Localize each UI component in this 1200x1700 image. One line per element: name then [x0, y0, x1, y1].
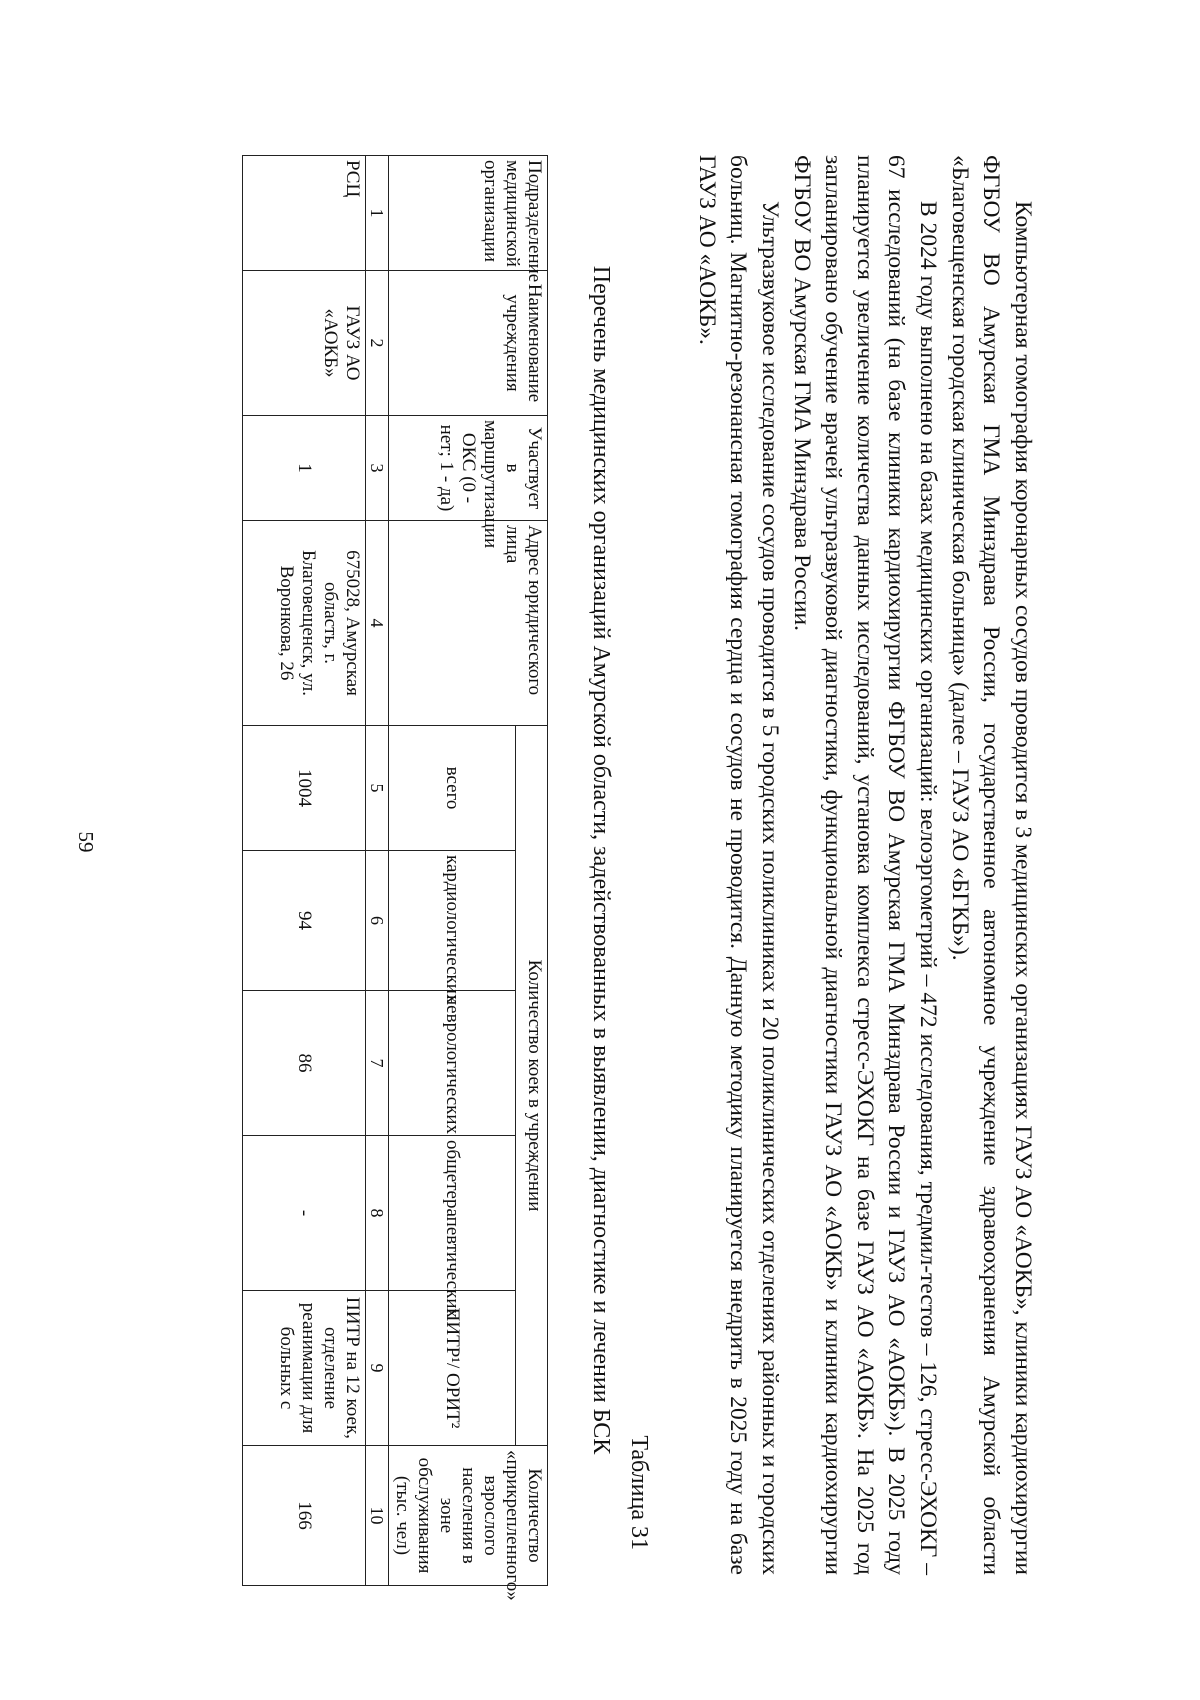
column-number: 4	[366, 521, 389, 726]
column-number: 1	[366, 156, 389, 271]
header-beds: Количество коек в учреждении	[515, 726, 547, 1446]
header-address: Адрес юридического лица	[389, 521, 548, 726]
column-number: 7	[366, 991, 389, 1136]
cell-address: 675028, Амурская область, г. Благовещенск, ул. Воронкова, 26	[243, 521, 366, 726]
cell-population: 166	[243, 1446, 366, 1586]
column-number: 2	[366, 271, 389, 416]
header-row-1	[515, 156, 547, 1586]
header-neuro: неврологических	[389, 991, 516, 1136]
cell-pitr	[243, 1291, 366, 1446]
column-number: 5	[366, 726, 389, 851]
cell-pitr-text: ПИТР на 12 коек, отделение реанимации для больных с	[276, 1297, 363, 1439]
header-cardio: кардиологических	[389, 851, 516, 991]
organizations-table	[242, 155, 548, 1601]
column-number: 10	[366, 1446, 389, 1586]
column-number-row	[366, 156, 389, 1586]
column-number: 8	[366, 1136, 389, 1291]
cell-total: 1004	[243, 726, 366, 851]
column-number: 3	[366, 416, 389, 521]
header-name: Наименование учреждения	[389, 271, 548, 416]
cell-route: 1	[243, 416, 366, 521]
header-pitr: ПИТР¹/ ОРИТ²	[389, 1291, 516, 1446]
paragraph-ultrasound: Ультразвуковое исследование сосудов проводится в 5 городских поликлиниках и 20 поликлинических отделениях районных и городских больниц. Магнитно-резонансная томография сердца и сосудов не проводится. Данную методику планируется внедрить в 2025 году на базе ГАУЗ АО «АОКБ».	[694, 155, 783, 1575]
table-title: Перечень медицинских организаций Амурской области, задействованных в выявлении, диагностике и лечении БСК	[588, 265, 614, 1455]
cell-name: ГАУЗ АО «АОКБ»	[243, 271, 366, 416]
cell-cardio: 94	[243, 851, 366, 991]
column-number: 6	[366, 851, 389, 991]
paragraph-ct-coronary: Компьютерная томография коронарных сосудов проводится в 3 медицинских организациях ГАУЗ АО «АОКБ», клиники кардиохирургии ФГБОУ ВО Амурская ГМА Минздрава России, государственное автономное учреждение здравоохранения Амурской области «Благовещенская городская клиническая больница» (далее – ГАУЗ АО «БГКБ»).	[947, 155, 1036, 1575]
cell-general: -	[243, 1136, 366, 1291]
cell-neuro: 86	[243, 991, 366, 1136]
table-row	[243, 156, 366, 1586]
header-division: Подразделение медицинской организации	[389, 156, 548, 271]
paragraph-2024-studies: В 2024 году выполнено на базах медицинских организаций: велоэргометрий – 472 исследования, тредмил-тестов – 126, стресс-ЭХОКГ – 67 исследований (на базе клиники кардиохирургии ФГБОУ ВО Амурская ГМА Минздрава России и ГАУЗ АО «АОКБ»). В 2025 году планируется увеличение количества данных исследований, установка комплекса стресс-ЭХОКГ на базе ГАУЗ АО «АОКБ». На 2025 год запланировано обучение врачей ультразвуковой диагностики, функциональной диагностики ГАУЗ АО «АОКБ» и клиники кардиохирургии ФГБОУ ВО Амурская ГМА Минздрава России.	[789, 155, 941, 1575]
cell-division: РСЦ	[243, 156, 366, 271]
header-population: Количество «прикрепленного» взрослого населения в зоне обслуживания (тыс. чел)	[389, 1446, 548, 1586]
table-caption: Таблица 31	[626, 1435, 652, 1550]
header-general: общетерапевтических	[389, 1136, 516, 1291]
page-number: 59	[74, 831, 98, 853]
header-total: всего	[389, 726, 516, 851]
header-route: Участвует в маршрутизации ОКС (0 - нет; 1 - да)	[389, 416, 548, 521]
column-number: 9	[366, 1291, 389, 1446]
